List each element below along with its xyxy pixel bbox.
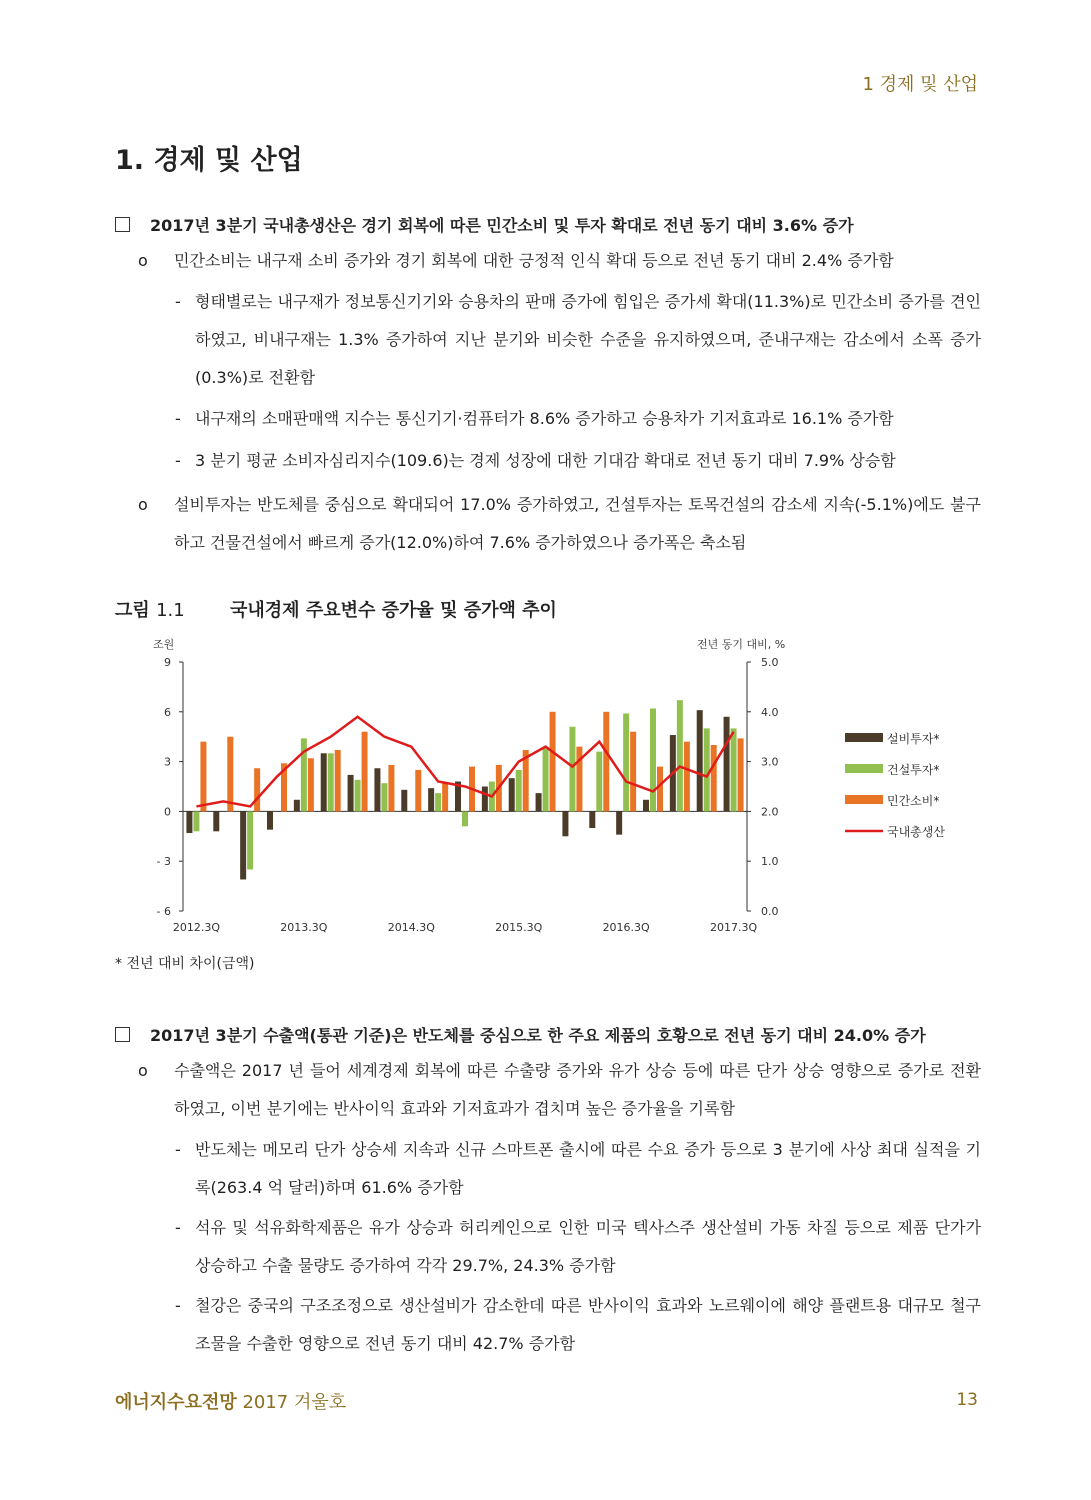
x-tick-label: 2015.3Q (495, 921, 543, 934)
bar-1 (536, 793, 542, 811)
bar-2 (247, 811, 253, 869)
bar-1 (267, 811, 273, 829)
bar-2 (193, 811, 199, 831)
bar-3 (603, 712, 609, 812)
x-tick-label: 2016.3Q (602, 921, 650, 934)
bar-1 (186, 811, 192, 833)
heading-exports-text: 2017년 3분기 수출액(통관 기준)은 반도체를 중심으로 한 주요 제품의 호황으로 전년 동기 대비 24.0% 증가 (150, 1026, 926, 1045)
bar-1 (482, 787, 488, 812)
bullet-mark: o (138, 495, 148, 514)
left-axis-label: 조원 (153, 638, 175, 651)
dash-retail-index (175, 400, 981, 438)
legend-swatch (845, 733, 883, 742)
dash-mark: - (175, 292, 181, 311)
left-tick-label: - 6 (156, 905, 171, 918)
chart (110, 628, 990, 946)
bar-3 (227, 737, 233, 812)
dash-mark: - (175, 451, 181, 470)
bar-1 (240, 811, 246, 879)
bar-3 (576, 747, 582, 812)
bar-1 (616, 811, 622, 834)
figure-title: 국내경제 주요변수 증가율 및 증가액 추이 (230, 600, 557, 621)
dash-consumer-sentiment (175, 442, 981, 480)
dash-petroleum-text: 석유 및 석유화학제품은 유가 상승과 허리케인으로 인한 미국 텍사스주 생산설비 가동 차질 등으로 제품 단가가 상승하고 수출 물량도 증가하여 각각 29.7%, 24.3% 증가함 (195, 1218, 981, 1275)
bar-1 (643, 800, 649, 812)
bar-1 (589, 811, 595, 828)
dash-semiconductor-text: 반도체는 메모리 단가 상승세 지속과 신규 스마트폰 출시에 따른 수요 증가 등으로 3 분기에 사상 최대 실적을 기록(263.4 억 달러)하며 61.6% 증가함 (195, 1140, 981, 1197)
footer-publication-name: 에너지수요전망 (115, 1392, 237, 1413)
footer-publication (115, 1388, 346, 1414)
checkbox-icon (115, 217, 130, 232)
bar-3 (442, 783, 448, 811)
dash-mark: - (175, 409, 181, 428)
figure-caption (115, 596, 557, 622)
bar-3 (415, 770, 421, 812)
heading-exports (115, 1023, 981, 1046)
bar-2 (731, 728, 737, 811)
right-tick-label: 3.0 (761, 755, 779, 769)
dash-consumer-sentiment-text: 3 분기 평균 소비자심리지수(109.6)는 경제 성장에 대한 기대감 확대로 전년 동기 대비 7.9% 상승함 (195, 451, 896, 470)
bar-2 (596, 752, 602, 812)
x-tick-label: 2014.3Q (387, 921, 435, 934)
page-number: 13 (956, 1390, 978, 1410)
bar-2 (328, 753, 334, 811)
right-tick-label: 0.0 (761, 905, 779, 918)
dash-mark: - (175, 1140, 181, 1159)
bullet-investment (138, 486, 981, 562)
dash-petroleum (175, 1209, 981, 1285)
bar-1 (697, 710, 703, 811)
bar-2 (704, 728, 710, 811)
bullet-mark: o (138, 251, 148, 270)
bar-3 (711, 745, 717, 811)
bar-3 (362, 732, 368, 812)
dash-durables (175, 283, 981, 397)
left-tick-label: 0 (164, 805, 171, 819)
legend-label: 설비투자* (887, 732, 940, 746)
left-tick-label: - 3 (156, 855, 171, 869)
bar-3 (550, 712, 556, 812)
dash-retail-index-text: 내구재의 소매판매액 지수는 통신기기·컴퓨터가 8.6% 증가하고 승용차가 기저효과로 16.1% 증가함 (195, 409, 894, 428)
legend-swatch (845, 764, 883, 773)
bar-1 (213, 811, 219, 831)
bar-3 (657, 767, 663, 812)
bar-3 (200, 742, 206, 812)
dash-durables-text: 형태별로는 내구재가 정보통신기기와 승용차의 판매 증가에 힘입은 증가세 확대(11.3%)로 민간소비 증가를 견인하였고, 비내구재는 1.3% 증가하여 지난 분기와 비슷한 수준을 유지하였으며, 준내구재는 감소에서 소폭 증가(0.3%)로 전환함 (195, 292, 981, 387)
left-tick-label: 6 (164, 705, 171, 719)
right-tick-label: 2.0 (761, 805, 779, 819)
bar-1 (321, 753, 327, 811)
heading-gdp-text: 2017년 3분기 국내총생산은 경기 회복에 따른 민간소비 및 투자 확대로 전년 동기 대비 3.6% 증가 (150, 216, 854, 235)
figure-footnote: * 전년 대비 차이(금액) (115, 956, 255, 972)
legend-swatch (845, 795, 883, 804)
x-tick-label: 2017.3Q (709, 921, 758, 934)
left-tick-label: 9 (164, 656, 171, 669)
bar-1 (724, 717, 730, 812)
bar-2 (462, 811, 468, 826)
legend-label: 국내총생산 (887, 825, 945, 839)
dash-steel-text: 철강은 중국의 구조조정으로 생산설비가 감소한데 따른 반사이익 효과와 노르웨이에 해양 플랜트용 대규모 철구조물을 수출한 영향으로 전년 동기 대비 42.7% 증가함 (195, 1296, 981, 1353)
bar-2 (516, 770, 522, 812)
bar-1 (509, 778, 515, 811)
bar-2 (435, 793, 441, 811)
bullet-mark: o (138, 1061, 148, 1080)
running-head: 1 경제 및 산업 (862, 74, 978, 95)
bar-1 (428, 788, 434, 811)
section-title: 1. 경제 및 산업 (115, 145, 303, 176)
legend-label: 건설투자* (887, 763, 940, 777)
bar-3 (738, 738, 744, 811)
bar-1 (562, 811, 568, 836)
bar-3 (254, 768, 260, 811)
x-tick-label: 2012.3Q (172, 921, 221, 934)
right-tick-label: 1.0 (761, 855, 779, 869)
figure-label: 그림 (115, 600, 150, 621)
bar-2 (381, 783, 387, 811)
x-tick-label: 2013.3Q (280, 921, 328, 934)
bar-3 (308, 758, 314, 811)
bar-3 (630, 732, 636, 812)
bullet-exports (138, 1052, 981, 1128)
bullet-exports-text: 수출액은 2017 년 들어 세계경제 회복에 따른 수출량 증가와 유가 상승 등에 따른 단가 상승 영향으로 증가로 전환하였고, 이번 분기에는 반사이익 효과와 기저효과가 겹치며 높은 증가율을 기록함 (174, 1061, 981, 1118)
bar-1 (348, 775, 354, 812)
bullet-investment-text: 설비투자는 반도체를 중심으로 확대되어 17.0% 증가하였고, 건설투자는 토목건설의 감소세 지속(-5.1%)에도 불구하고 건물건설에서 빠르게 증가(12.0%)하여 7.6% 증가하였으나 증가폭은 축소됨 (174, 495, 981, 552)
dash-mark: - (175, 1296, 181, 1315)
bar-2 (543, 747, 549, 812)
bar-2 (677, 700, 683, 811)
figure-number (115, 596, 230, 622)
heading-gdp (115, 213, 981, 236)
figure-num: 1.1 (156, 600, 185, 621)
bullet-consumption (138, 242, 981, 280)
bar-3 (684, 742, 690, 812)
bar-1 (294, 800, 300, 812)
dash-mark: - (175, 1218, 181, 1237)
bar-1 (401, 790, 407, 812)
dash-steel (175, 1287, 981, 1363)
bar-2 (650, 708, 656, 811)
left-tick-label: 3 (164, 755, 171, 769)
dash-semiconductor (175, 1131, 981, 1207)
footer-edition: 2017 겨울호 (242, 1392, 347, 1413)
bullet-consumption-text: 민간소비는 내구재 소비 증가와 경기 회복에 대한 긍정적 인식 확대 등으로 전년 동기 대비 2.4% 증가함 (174, 251, 894, 270)
right-tick-label: 4.0 (761, 705, 779, 719)
right-tick-label: 5.0 (761, 656, 779, 669)
bar-3 (388, 765, 394, 811)
bar-2 (355, 780, 361, 812)
bar-2 (623, 713, 629, 811)
right-axis-label: 전년 동기 대비, % (697, 638, 786, 651)
bar-2 (569, 727, 575, 812)
bar-3 (335, 750, 341, 811)
bar-1 (374, 768, 380, 811)
checkbox-icon (115, 1027, 130, 1042)
legend-label: 민간소비* (887, 794, 940, 808)
